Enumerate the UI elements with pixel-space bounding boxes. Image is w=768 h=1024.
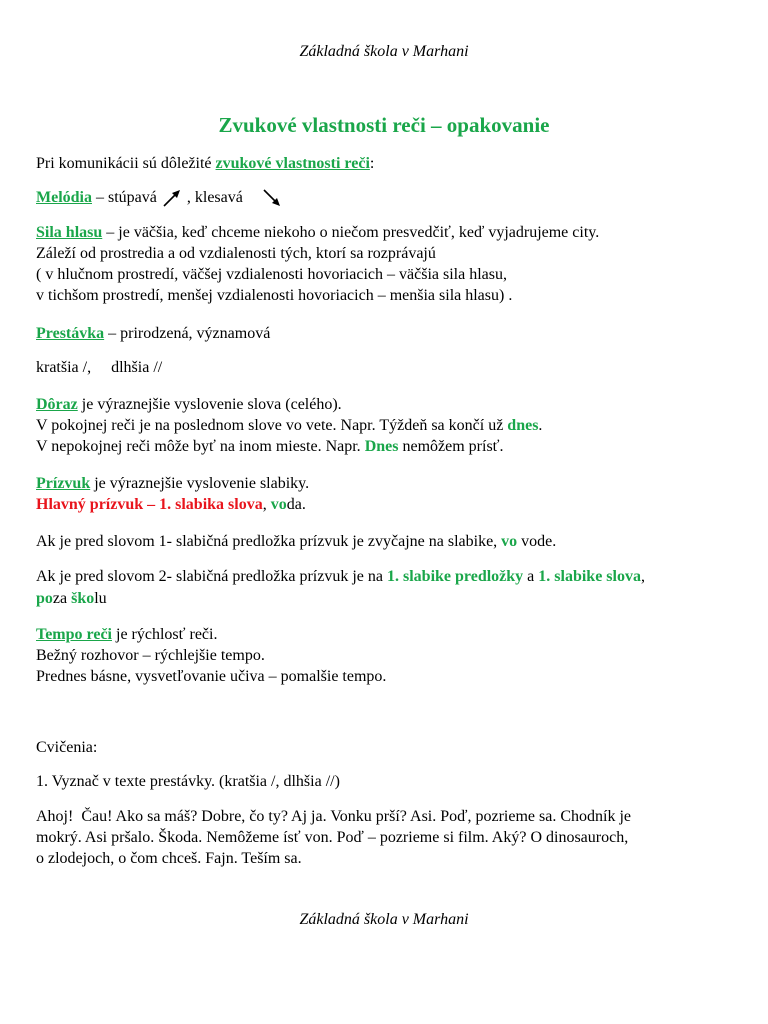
- page-footer: Základná škola v Marhani: [299, 911, 469, 928]
- tempo-term: Tempo reči: [36, 626, 112, 643]
- arrow-down-right-icon: [261, 187, 283, 209]
- prestavka-types: kratšia /, dlhšia //: [36, 359, 163, 376]
- tempo-paragraph: Tempo reči je rýchlosť reči. Bežný rozhovor – rýchlejšie tempo. Prednes básne, vysvetľovanie učiva – pomalšie tempo.: [36, 626, 387, 685]
- melodia-paragraph: Melódia – stúpavá , klesavá: [36, 187, 736, 209]
- doraz-paragraph: Dôraz je výraznejšie vyslovenie slova (celého). V pokojnej reči je na poslednom slove vo vete. Napr. Týždeň sa končí už dnes. V nepokojnej reči môže byť na inom mieste. Napr. Dnes nemôžem prísť.: [36, 396, 543, 455]
- exercise-task: 1. Vyznač v texte prestávky. (kratšia /, dlhšia //): [36, 773, 340, 790]
- exercises-heading: Cvičenia:: [36, 739, 98, 756]
- prizvuk-rule-1: Ak je pred slovom 1- slabičná predložka prízvuk je zvyčajne na slabike, vo vode.: [36, 533, 557, 550]
- prizvuk-term: Prízvuk: [36, 475, 91, 492]
- arrow-up-right-icon: [161, 187, 183, 209]
- intro-paragraph: Pri komunikácii sú dôležité zvukové vlastnosti reči:: [36, 155, 375, 172]
- prestavka-term: Prestávka: [36, 325, 105, 342]
- prestavka-paragraph: Prestávka – prirodzená, významová: [36, 325, 271, 342]
- doraz-term: Dôraz: [36, 396, 78, 413]
- intro-term: zvukové vlastnosti reči: [215, 155, 370, 172]
- melodia-term: Melódia: [36, 189, 92, 206]
- sila-term: Sila hlasu: [36, 224, 103, 241]
- prizvuk-paragraph: Prízvuk je výraznejšie vyslovenie slabiky. Hlavný prízvuk – 1. slabika slova, voda.: [36, 475, 310, 513]
- page-title: Zvukové vlastnosti reči – opakovanie: [218, 113, 550, 137]
- sila-paragraph: Sila hlasu – je väčšia, keď chceme niekoho o niečom presvedčiť, keď vyjadrujeme city. Záleží od prostredia a od vzdialenosti tých, ktorí sa rozprávajú ( v hlučnom prostredí, väčšej vzdialenosti hovoriacich – väčšia sila hlasu, v tichšom prostredí, menšej vzdialenosti hovoriacich – menšia sila hlasu) .: [36, 224, 600, 304]
- prizvuk-rule-2: Ak je pred slovom 2- slabičná predložka prízvuk je na 1. slabike predložky a 1. slabike slova, poza školu: [36, 568, 645, 607]
- page-header: Základná škola v Marhani: [299, 43, 469, 60]
- exercise-text: Ahoj! Čau! Ako sa máš? Dobre, čo ty? Aj ja. Vonku prší? Asi. Poď, pozrieme sa. Chodník je mokrý. Asi pršalo. Škoda. Nemôžeme ísť von. Poď – pozrieme si film. Aký? O dinosauroch, o zlodejoch, o čom chceš. Fajn. Teším sa.: [36, 808, 632, 867]
